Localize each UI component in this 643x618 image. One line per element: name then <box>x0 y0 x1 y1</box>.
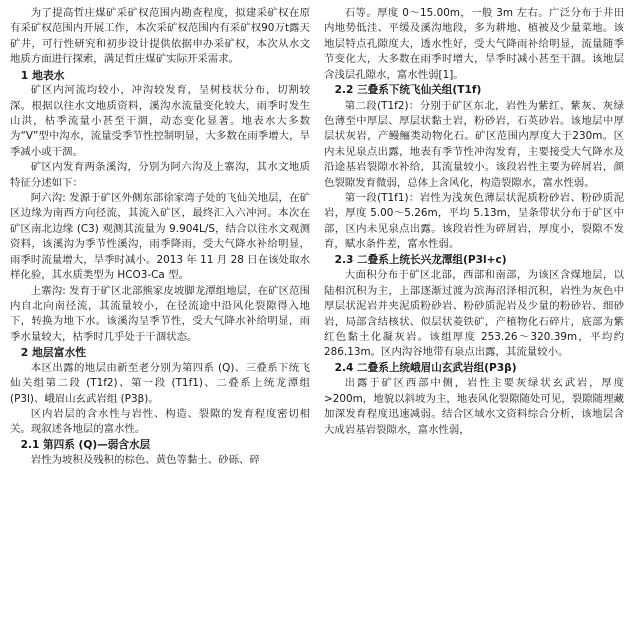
para-surface-water-1: 矿区内河流均较小，冲沟较发育，呈树枝状分布，切割较深。根据以往水文地质资料，溪沟水流量变化较大，雨季时发生山洪，枯季流量小甚至干涸，动态变化显著。地表水大多数为“V”型中沟水，流量受季节性控制明显，大多数在雨季增大，旱季减小或干涸。 <box>10 84 310 158</box>
para-p3lc: 大面积分布于矿区北部，西部和南部，为该区含煤地层，以陆相沉积为主，上部逐渐过渡为滨海沼泽相沉积，岩性为灰色中厚层状泥岩并夹泥质粉砂岩、粉砂质泥岩及少量的粉砂岩、细砂岩，局部含结核状、似层状菱铁矿，产植物化石碎片，底部为紫红色黏土化凝灰岩。该组厚度 253.26～320.39m，平均约 286.13m。区内沟谷地带有泉点出露，其流量较小。 <box>324 269 624 359</box>
para-t1f2: 第二段(T1f2)：分别于矿区东北，岩性为紫红、紫灰、灰绿色薄至中厚层、厚层状黏土岩，粉砂岩，石英砂岩。该地层中厚层状灰岩，产鳗鲡类动物化石。矿区范围内厚度大于230m。区内未见泉点出露，地表有季节性冲沟发育，主要接受大气降水及沿途基岩裂隙水补给，其流量较小。该段岩性主要为碎屑岩，颜色裂隙发育微弱，总体上含风化，构造裂隙水，富水性弱。 <box>324 99 624 189</box>
para-intro-1: 为了提高哲庄煤矿采矿权范围内勘查程度，拟建采矿权在原有采矿权范围内开展工作，本次采矿权范围内有采矿权90万t露天矿井，可行性研究和初步设计提供依据申办采矿权，本次从水文地质方面进行探索，满足哲庄煤矿实际开采需求。 <box>10 7 310 66</box>
para-quaternary: 岩性为坡积及残积的棕色、黄色等黏土、砂砾、碎 <box>30 454 260 467</box>
para-t1f1: 第一段(T1f1)：岩性为浅灰色薄层状泥质粉砂岩、粉砂质泥岩，厚度 5.00～5.26m，平均 5.13m，呈条带状分布于矿区中部，区内未见泉点出露。该段岩性为碎屑岩，厚度小，裂隙不发育，赋水条件差，富水性弱。 <box>324 192 624 251</box>
subheading-2-2: 2.2 三叠系下统飞仙关组(T1f) <box>334 84 482 97</box>
left-column <box>10 6 310 614</box>
subheading-2-1: 2.1 第四系 (Q)—弱含水层 <box>20 438 151 451</box>
para-aliugou: 阿六沟: 发源于矿区外侧东部徐家湾子处的飞仙关地层，在矿区边缘为南西方向径流，其流入矿区，最终汇入六冲河。本次在矿区南北边缘 (C3) 观测其流量为 9.904L/S，结合以往水文观测资料，该溪沟为季节性溪沟，雨季降雨，受大气降水补给明显，雨季时流量增大，旱季时减小。2013 年 11 月 28 日在该处取水样化验，其水质类型为 HCO3-Ca 型。 <box>10 192 310 282</box>
para-quaternary-cont: 石等。厚度 0～15.00m，一般 3m 左右。广泛分布于井田内地势低洼、平缓及溪沟地段，多为耕地、植被及少量菜地。该地层特点孔隙度大，透水性好，受大气降雨补给明显，流量随季节变化大，大多数在雨季时增大，旱季时减小甚至干涸。该地层含浅层孔隙水，富水性弱[1]。 <box>324 7 624 81</box>
heading-1: 1 地表水 <box>20 68 65 82</box>
para-p3b: 出露于矿区西部中侧，岩性主要灰绿状玄武岩，厚度>200m，地貌以斜坡为主，地表风化裂隙随处可见，裂隙随埋藏加深发育程度迅速减弱。结合区域水文资料综合分析，该地层含大成岩基岩裂隙水，富水性弱， <box>324 377 624 436</box>
para-surface-water-2: 矿区内发育两条溪沟，分别为阿六沟及上寨沟，其水文地质特征分述如下： <box>10 161 310 189</box>
para-shangzhaigou: 上寨沟: 发育于矿区北部熊家皮坡脚龙潭组地层，在矿区范围内自北向南径流，其流量较小，在径流途中沿风化裂隙得入地下，转换为地下水。该溪沟呈季节性，受大气降水补给明显，雨季水量较大，枯季时几乎处于干涸状态。 <box>10 284 310 343</box>
heading-2: 2 地层富水性 <box>20 346 87 360</box>
para-strata-intro: 本区出露的地层由新至老分别为第四系 (Q)、三叠系下统飞仙关组第二段 (T1f2)、第一段 (T1f1)、二叠系上统龙潭组 (P3l)、峨眉山玄武岩组 (P3β)。 <box>10 361 310 405</box>
subheading-2-3: 2.3 二叠系上统长兴龙潭组(P3l+c) <box>334 253 507 266</box>
right-column <box>324 6 624 614</box>
subheading-2-4: 2.4 二叠系上统峨眉山玄武岩组(P3β) <box>334 361 517 374</box>
para-strata-desc: 区内岩层的含水性与岩性、构造、裂隙的发育程度密切相关。现叙述各地层的富水性。 <box>10 407 310 436</box>
